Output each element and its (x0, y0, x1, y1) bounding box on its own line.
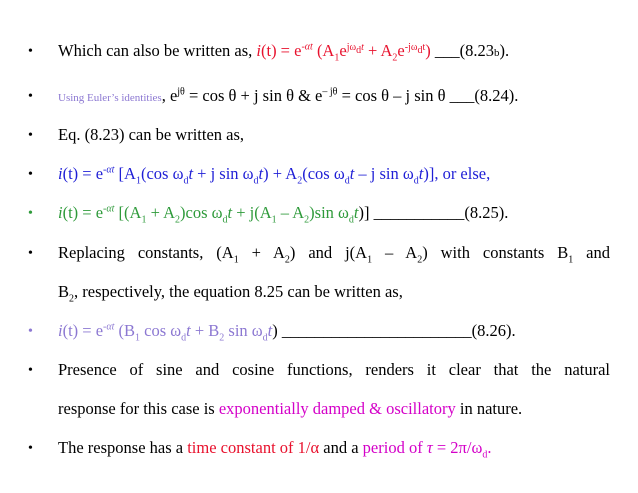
equation-8-23b: $i(t) = e^{-\alpha t}$ $(A_1e^{j\omega_dt} + A_2e^{-j\omega_dt})$ (256, 41, 431, 64)
eulers-identities-label: Using Euler’s identities (58, 92, 162, 104)
highlight-time-constant: time constant of 1/α (187, 438, 320, 457)
bullet-marker: • (28, 89, 33, 104)
bullet-line-9-continuation: response for this case is exponentially damped & oscillatory in nature. (58, 399, 523, 418)
highlight-damped-oscillatory: exponentially damped & oscillatory (218, 399, 456, 418)
bullet-line-4 (28, 164, 610, 186)
expanded-equation: $i(t) = e^{-\alpha t}$ [$A_1(\cos$ $\omega_dt + j$ $\sin \omega_dt) + A_2(\cos$ $\omega_dt$ – j $\sin \omega_dt$)], or else, (58, 164, 491, 187)
highlight-period: period of $\tau = 2\pi/\omega_d$. (362, 438, 492, 461)
bullet-line-6: • Replacing constants, $(A_1 + A_2)$ and $j(A_1 - A_2)$ with constants $B_1$ and (28, 243, 611, 266)
bullet-marker: • (28, 44, 33, 59)
bullet-line-5: • $i(t) = e^{-\alpha t}$ [$(A_1 + A_2)\cos$ $\omega_dt + j(A_1 - A_2)\sin$ $\omega_dt$)] ___________(8.25). (28, 203, 509, 226)
text: Eq. (8.23) can be written as, (58, 125, 245, 144)
bullet-marker: • (28, 128, 33, 143)
bullet-line-3 (28, 125, 610, 147)
bullet-line-2: • Using Euler’s identities, $e^{j\theta} = \cos \theta + j$ sin θ & $e^{- j\theta} = \cos \theta - j$ sin θ ___(8.24). (28, 86, 519, 105)
bullet-line-11: • The response has a time constant of 1/α and a period of $\tau = 2\pi/\omega_d$. (28, 438, 492, 461)
bullet-marker: • (28, 246, 33, 261)
bullet-line-6-continuation: $B_2$, respectively, the equation 8.25 can be written as, (58, 282, 403, 305)
equation-label: ___(8.23 (430, 41, 494, 60)
bullet-line-9: • Presence of sine and cosine functions, renders it clear that the natural (28, 360, 610, 379)
bullet-line-1: • Which can also be written as, $i(t) = e^{-\alpha t}$ $(A_1e^{j\omega_dt} + A_2e^{-j\omega_dt})$ ___(8.23b). (28, 41, 510, 64)
equation-8-25: $i(t) = e^{-\alpha t}$ [$(A_1 + A_2)\cos$ $\omega_dt + j(A_1 - A_2)\sin$ $\omega_dt$ (58, 203, 359, 226)
bullet-marker: • (28, 441, 33, 456)
bullet-marker: • (28, 206, 33, 221)
var-i: i (256, 41, 261, 60)
bullet-marker: • (28, 324, 33, 339)
bullet-marker: • (28, 167, 33, 182)
equation-8-26: $i(t) = e^{-\alpha t}$ ($B_1$ $\cos \omega_dt + B_2$ $\sin \omega_dt$ (58, 321, 273, 344)
bullet-marker: • (28, 363, 33, 378)
text: Which can also be written as, (58, 41, 257, 60)
equation-8-24: = cos θ – j sin θ ___(8.24). (337, 86, 519, 105)
bullet-line-8: • $i(t) = e^{-\alpha t}$ ($B_1$ $\cos \omega_dt + B_2$ $\sin \omega_dt$) _______________________(8.26). (28, 321, 516, 344)
